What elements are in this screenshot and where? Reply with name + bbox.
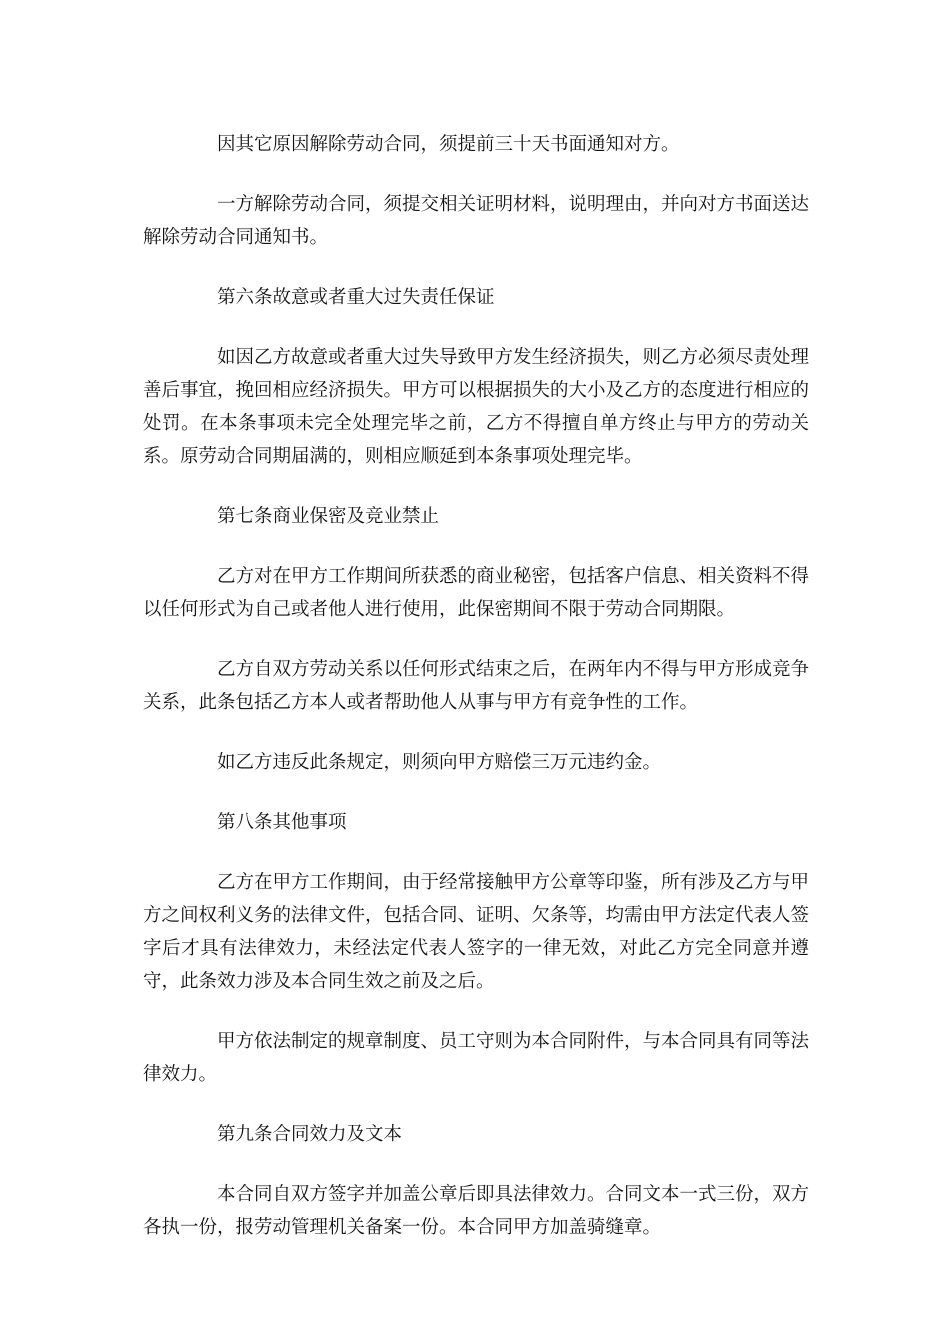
article-9-heading: 第九条合同效力及文本: [217, 1124, 403, 1145]
paragraph-termination-notice: 因其它原因解除劳动合同，须提前三十天书面通知对方。: [217, 134, 680, 155]
article-6-heading: 第六条故意或者重大过失责任保证: [217, 287, 495, 308]
article-7-penalty-paragraph: 如乙方违反此条规定，则须向甲方赔偿三万元违约金。: [217, 752, 662, 773]
article-6-paragraph: 如因乙方故意或者重大过失导致甲方发生经济损失，则乙方必须尽责处理善后事宜，挽回相应经济损失。甲方可以根据损失的大小及乙方的态度进行相应的处罚。在本条事项未完全处理完毕之前，乙方不得擅自单方终止与甲方的劳动关系。原劳动合同期届满的，则相应顺延到本条事项处理完毕。: [143, 347, 810, 467]
article-7-confidentiality-paragraph: 乙方对在甲方工作期间所获悉的商业秘密，包括客户信息、相关资料不得以任何形式为自己或者他人进行使用，此保密期间不限于劳动合同期限。: [143, 566, 810, 620]
article-9-paragraph: 本合同自双方签字并加盖公章后即具法律效力。合同文本一式三份，双方各执一份，报劳动管理机关备案一份。本合同甲方加盖骑缝章。: [143, 1184, 810, 1238]
article-8-rules-paragraph: 甲方依法制定的规章制度、员工守则为本合同附件，与本合同具有同等法律效力。: [143, 1031, 810, 1085]
article-7-heading: 第七条商业保密及竞业禁止: [217, 506, 440, 527]
article-7-noncompete-paragraph: 乙方自双方劳动关系以任何形式结束之后，在两年内不得与甲方形成竞争关系，此条包括乙方本人或者帮助他人从事与甲方有竞争性的工作。: [143, 659, 810, 713]
article-8-seal-paragraph: 乙方在甲方工作期间，由于经常接触甲方公章等印鉴，所有涉及乙方与甲方之间权利义务的法律文件，包括合同、证明、欠条等，均需由甲方法定代表人签字后才具有法律效力，未经法定代表人签字的一律无效，对此乙方完全同意并遵守，此条效力涉及本合同生效之前及之后。: [143, 872, 810, 992]
paragraph-termination-materials: 一方解除劳动合同，须提交相关证明材料，说明理由，并向对方书面送达解除劳动合同通知书。: [143, 194, 810, 248]
document-body: [143, 128, 809, 1271]
article-8-heading: 第八条其他事项: [217, 812, 347, 833]
